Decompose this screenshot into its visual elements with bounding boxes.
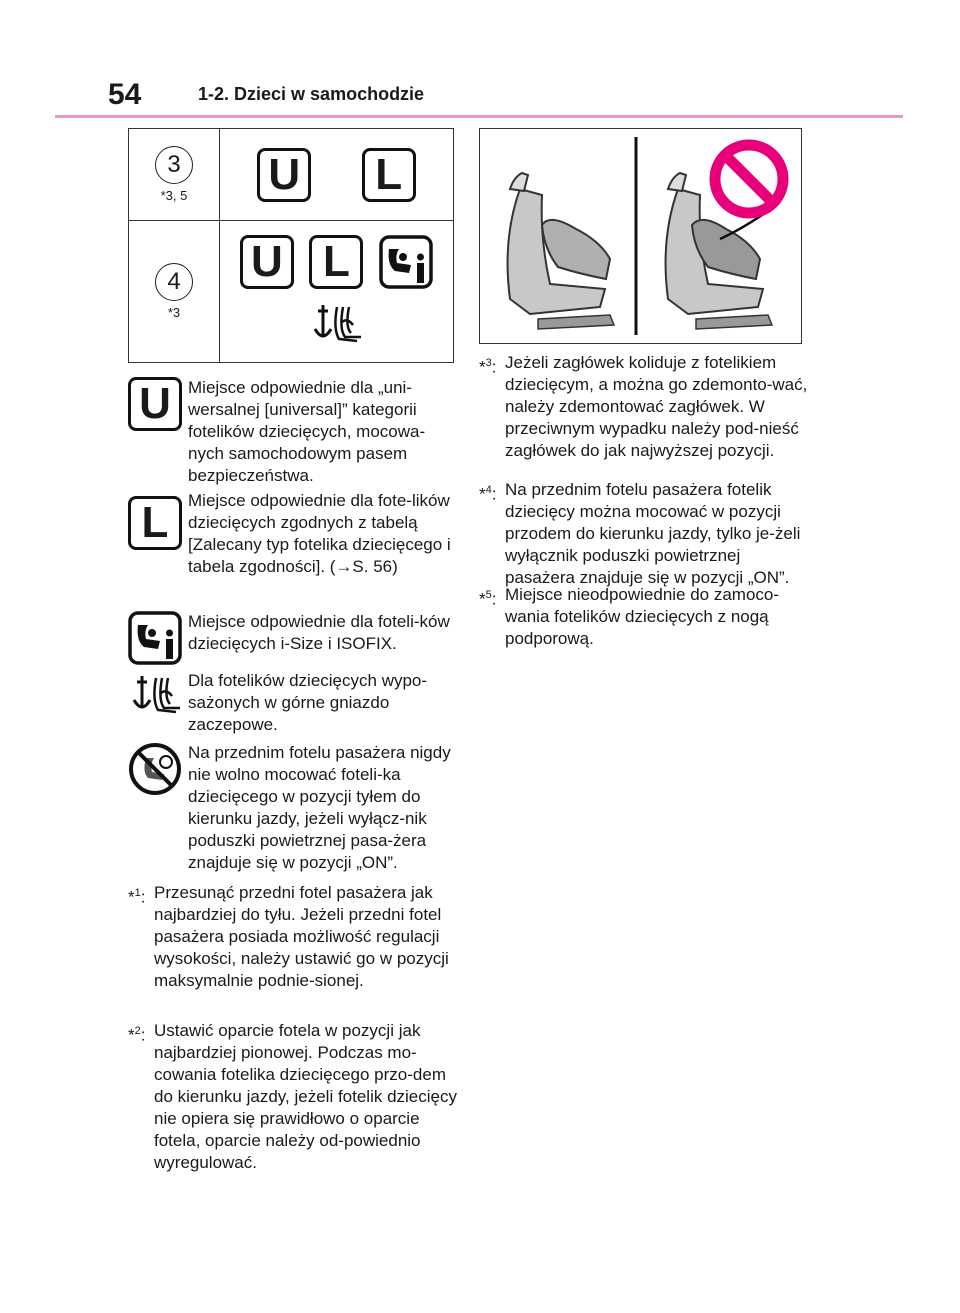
footnote-marker: *$^1$: [128,887,146,907]
legend-entry-universal [128,377,458,487]
legend-entry-no-rear-facing [128,742,458,874]
top-tether-anchor-icon [128,670,184,720]
no-rear-facing-icon [128,742,182,796]
header-rule [55,115,903,118]
footnote-marker: *$^3$: [479,357,497,377]
section-title: 1-2. Dzieci w samochodzie [198,84,425,104]
table-row [129,129,454,221]
seat-number: 4 [155,263,193,301]
footnote-3 [479,352,809,462]
row-label-4 [129,221,220,363]
footnote-text: Miejsce nieodpowiednie do zamoco-wania fotelików dziecięcych z nogą podporową. [505,585,780,648]
footnote-marker: *$^2$: [128,1025,146,1045]
prohibition-icon [715,145,783,213]
row-label-3 [129,129,220,221]
correct-seat-drawing [508,173,614,329]
l-category-icon: L [362,148,416,202]
top-tether-anchor-icon [309,299,365,349]
legend-text: Miejsce odpowiednie dla foteli-ków dziecięcych i-Size i ISOFIX. [188,612,450,653]
seat-position-table [128,128,454,363]
legend-entry-isofix [128,611,458,670]
l-category-icon: L [128,496,182,550]
footnote-text: Przesunąć przedni fotel pasażera jak najbardziej do tyłu. Jeżeli przedni fotel pasażera posiada możliwość regulacji wysokości, należy ustawić go w pozycji maksymalnie podnie-sionej. [154,883,449,990]
footnote-text: Jeżeli zagłówek koliduje z fotelikiem dziecięcym, a można go zdemonto-wać, należy zdemontować zagłówek. W przeciwnym wypadku należy pod-nieść zagłówek do jak najwyższej pozycji. [505,353,808,460]
footnote-4 [479,479,809,589]
legend-entry-anchor [128,670,458,736]
table-row [129,221,454,363]
isofix-seat-icon [128,611,182,665]
row-note: *3, 5 [160,188,188,203]
legend-text: Miejsce odpowiednie dla fote-lików dziecięcych zgodnych z tabelą [Zalecany typ fotelika dziecięcego i tabela zgodności]. (→S. 56) [188,491,451,576]
footnote-1 [128,882,458,992]
footnote-5 [479,584,809,650]
row-icons [220,221,454,363]
row-icons [220,129,454,221]
legend-text: Na przednim fotelu pasażera nigdy nie wolno mocować foteli-ka dziecięcego w pozycji tyłem do kierunku jazdy, jeżeli wyłącz-nik poduszki powietrznej pasa-żera znajduje się w pozycji „ON”. [188,743,451,872]
footnote-text: Na przednim fotelu pasażera fotelik dziecięcy można mocować w pozycji przodem do kierunku jazdy, tylko je-żeli wyłącznik poduszki powietrznej pasażera znajduje się w pozycji „ON”. [505,480,801,587]
seat-illustration [479,128,802,344]
universal-u-icon: U [240,235,294,289]
isofix-seat-icon [379,235,433,289]
universal-u-icon: U [128,377,182,431]
legend-entry-l [128,490,458,578]
legend-text: Miejsce odpowiednie dla „uni-wersalnej [universal]” kategorii fotelików dziecięcych, mocowa-nych samochodowym pasem bezpieczeństwa. [188,378,426,485]
footnote-marker: *$^5$: [479,589,497,609]
universal-u-icon: U [257,148,311,202]
footnote-text: Ustawić oparcie fotela w pozycji jak najbardziej pionowej. Podczas mo-cowania fotelika dziecięcego przo-dem do kierunku jazdy, jeżeli fotelik dziecięcy nie opiera się prawidłowo o oparcie fotela, oparcie należy od-powiednio wyregulować. [154,1021,457,1172]
legend-text: Dla fotelików dziecięcych wypo-sażonych w górne gniazdo zaczepowe. [188,671,428,734]
l-category-icon: L [309,235,363,289]
page-number: 54 [108,78,142,111]
row-note: *3 [167,305,181,320]
footnote-2 [128,1020,458,1174]
seat-number: 3 [155,146,193,184]
footnote-marker: *$^4$: [479,484,497,504]
